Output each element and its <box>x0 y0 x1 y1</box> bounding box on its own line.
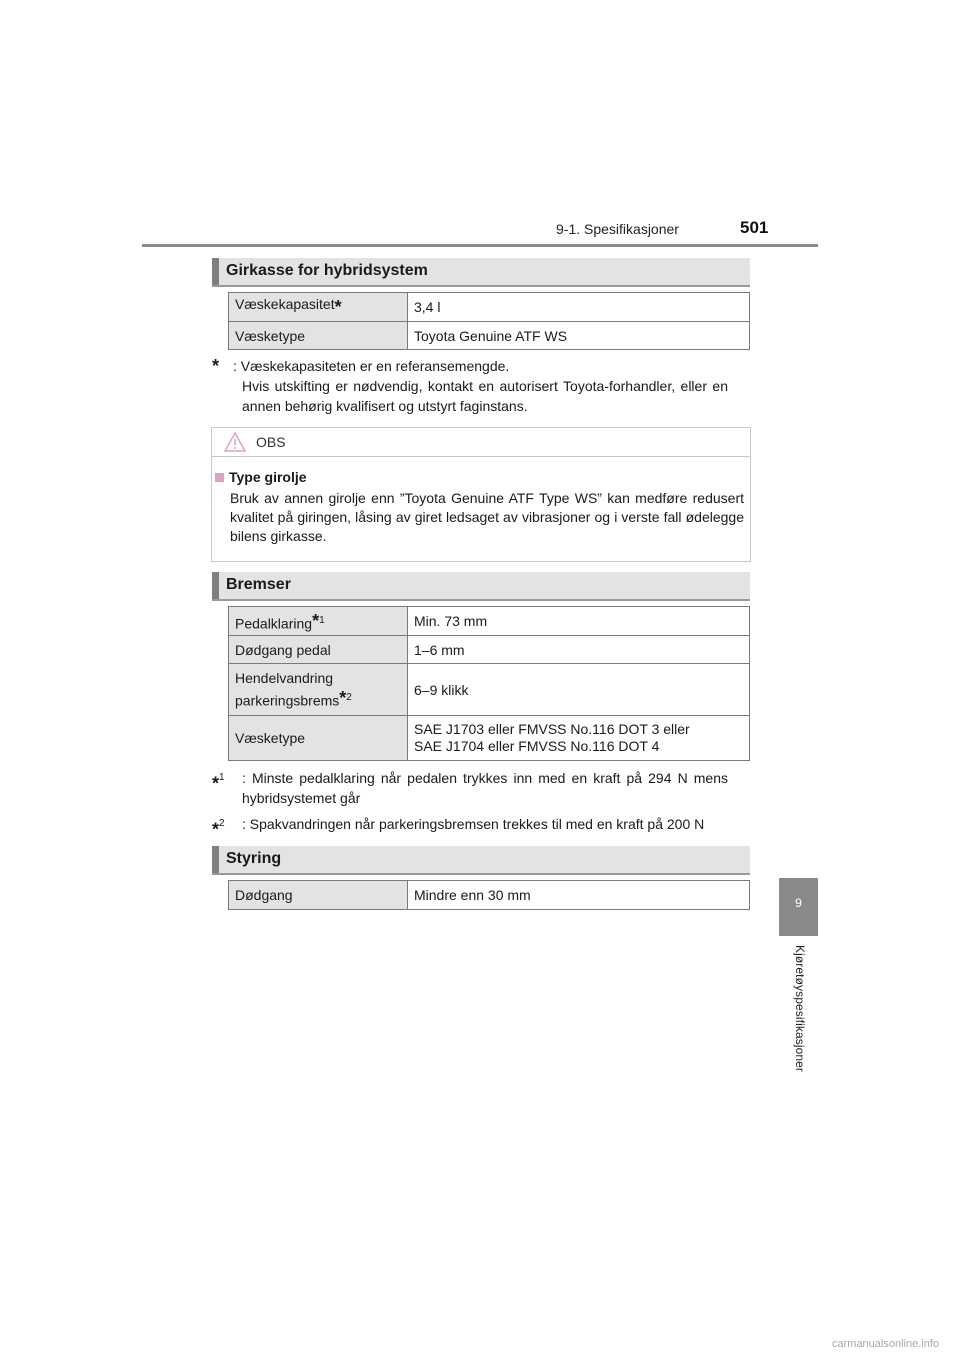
footnote <box>212 814 752 840</box>
table-key: Dødgang <box>229 881 408 910</box>
table-row <box>229 664 750 716</box>
footnote-text: : Spakvandringen når parkeringsbremsen trekkes til med en kraft på 200 N <box>242 816 705 832</box>
table-value: Toyota Genuine ATF WS <box>408 322 750 350</box>
table-key: Væskekapasitet* <box>229 293 408 322</box>
caution-header <box>212 428 750 457</box>
table-row <box>229 607 750 636</box>
table-row <box>229 293 750 322</box>
table-value: SAE J1703 eller FMVSS No.116 DOT 3 eller SAE J1704 eller FMVSS No.116 DOT 4 <box>408 716 750 761</box>
brakes-spec-table <box>228 606 750 761</box>
footnote <box>212 356 752 418</box>
table-key: Hendelvandring parkeringsbrems$^{*2}$ <box>229 664 408 716</box>
table-key: Væsketype <box>229 322 408 350</box>
caution-title: OBS <box>256 434 286 450</box>
watermark: carmanualsonline.info <box>832 1338 940 1350</box>
table-row <box>229 636 750 664</box>
section-heading-text: Styring <box>226 850 282 867</box>
table-value: 3,4 l <box>408 293 750 322</box>
table-key: Dødgang pedal <box>229 636 408 664</box>
section-heading-steering <box>212 846 750 875</box>
page-number: 501 <box>740 218 769 237</box>
caution-box <box>211 427 751 562</box>
footnote-mark: * <box>212 356 220 376</box>
section-title: 9-1. Spesifikasjoner <box>556 221 679 237</box>
header-rule <box>142 244 818 247</box>
steering-spec-table <box>228 880 750 910</box>
section-heading-gearbox <box>212 258 750 287</box>
bullet-square-icon <box>215 473 224 482</box>
chapter-tab[interactable]: 9 <box>779 878 818 936</box>
section-heading-text: Girkasse for hybridsystem <box>226 262 428 279</box>
table-value: Min. 73 mm <box>408 607 750 636</box>
footnote-text: : Minste pedalklaring når pedalen trykkes inn med en kraft på 294 N mens hybridsystemet går <box>242 770 728 806</box>
table-value: Mindre enn 30 mm <box>408 881 750 910</box>
footnote <box>212 768 752 810</box>
gearbox-spec-table <box>228 292 750 350</box>
table-row <box>229 322 750 350</box>
table-row <box>229 881 750 910</box>
footnote-text: : Væskekapasiteten er en referansemengde. Hvis utskifting er nødvendig, kontakt en autorisert Toyota-forhandler, eller en annen behørig kvalifisert og utstyrt faginstans. <box>233 358 728 414</box>
section-heading-text: Bremser <box>226 576 291 593</box>
table-key: Pedalklaring$^{*1}$ <box>229 607 408 636</box>
table-value: 6–9 klikk <box>408 664 750 716</box>
table-row <box>229 716 750 761</box>
table-key: Væsketype <box>229 716 408 761</box>
caution-subtitle: Type girolje <box>229 469 307 485</box>
section-heading-brakes <box>212 572 750 601</box>
footnote-mark: *$^1$ <box>212 772 225 794</box>
chapter-label: Kjøretøyspesifikasjoner <box>793 945 807 1073</box>
footnote-mark: *$^2$ <box>212 818 225 840</box>
caution-text: Bruk av annen girolje enn ”Toyota Genuine ATF Type WS” kan medføre redusert kvalitet på giringen, låsing av giret ledsaget av vibrasjoner og i verste fall ødelegge bilens girkasse. <box>230 490 744 544</box>
warning-icon <box>224 432 246 452</box>
table-value: 1–6 mm <box>408 636 750 664</box>
